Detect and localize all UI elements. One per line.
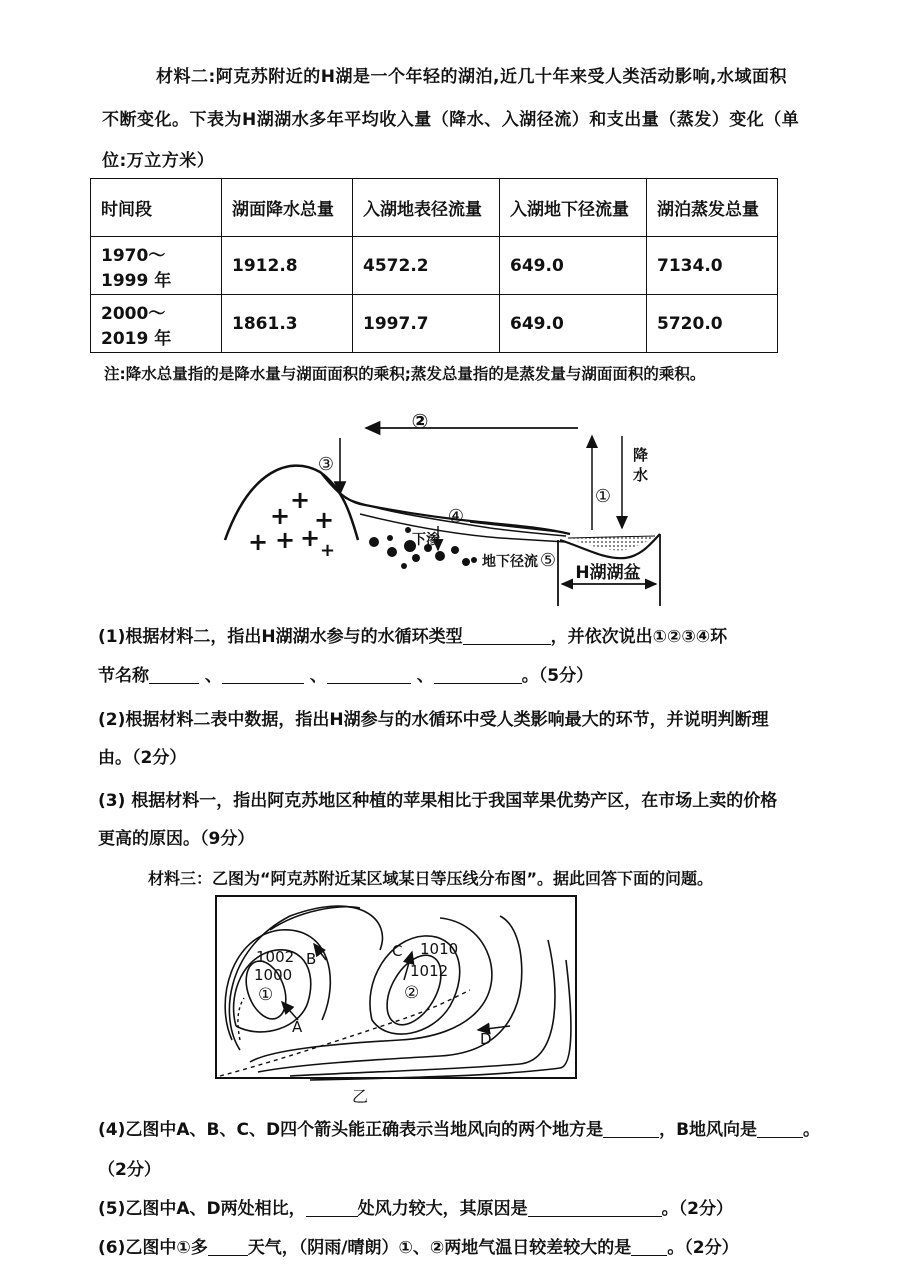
svg-text:+: +	[290, 486, 311, 514]
answer-blank[interactable]	[603, 1119, 659, 1138]
q1-end: 。（5分）	[521, 666, 594, 686]
q1-text: (1)根据材料二，指出H湖湖水参与的水循环类型	[98, 627, 463, 647]
table-cell: 1997.7	[353, 295, 500, 353]
answer-blank[interactable]	[528, 1198, 662, 1217]
answer-blank[interactable]	[463, 626, 551, 645]
table-note: 注:降水总量指的是降水量与湖面面积的乘积;蒸发总量指的是蒸发量与湖面面积的乘积。	[104, 365, 706, 383]
q5-text-3: 。（2分）	[661, 1199, 733, 1219]
table-cell: 1912.8	[222, 237, 353, 295]
material2-line1: 材料二:阿克苏附近的H湖是一个年轻的湖泊,近几十年来受人类活动影响,水域面积	[156, 67, 787, 87]
basin-label: H湖湖盆	[575, 563, 641, 583]
q4-text: (4)乙图中A、B、C、D四个箭头能正确表示当地风向的两个地方是	[98, 1120, 604, 1140]
ground-surface	[322, 474, 570, 534]
question-3-line1: (3) 根据材料一，指出阿克苏地区种植的苹果相比于我国苹果优势产区，在市场上卖的价格	[98, 791, 778, 811]
iso-1002-label: 1002	[256, 948, 295, 966]
precip-label-2: 水	[633, 466, 649, 484]
table-cell: 4572.2	[353, 237, 500, 295]
q6-text-2: 天气，（阴雨/晴朗）①、②两地气温日较差较大的是	[247, 1238, 632, 1258]
table-cell: 649.0	[500, 237, 647, 295]
table-cell: 5720.0	[647, 295, 778, 353]
center-1-label: ①	[258, 985, 274, 1005]
table-header: 时间段	[91, 179, 222, 237]
question-2-line2: 由。（2分）	[98, 748, 187, 768]
answer-blank[interactable]	[306, 1198, 358, 1217]
answer-blank[interactable]	[222, 665, 304, 684]
answer-blank[interactable]	[327, 665, 411, 684]
rock-crosses	[248, 486, 335, 561]
q6-text-3: 。（2分）	[667, 1238, 739, 1258]
svg-text:+: +	[300, 524, 321, 552]
table-cell: 7134.0	[647, 237, 778, 295]
answer-blank[interactable]	[434, 665, 522, 684]
q4-text-3: 。	[803, 1120, 821, 1140]
answer-blank[interactable]	[149, 665, 199, 684]
table-header: 湖泊蒸发总量	[647, 179, 778, 237]
map-caption: 乙	[352, 1087, 369, 1106]
answer-blank[interactable]	[631, 1237, 667, 1256]
isobar-map	[0, 880, 900, 1110]
iso-1010-label: 1010	[420, 940, 459, 958]
question-5	[98, 1194, 733, 1219]
point-D-label: D	[480, 1030, 492, 1048]
q1-text-2: ，并依次说出①②③④环	[550, 627, 728, 647]
question-6	[98, 1233, 739, 1258]
label-3: ③	[317, 454, 335, 475]
water-cycle-diagram	[0, 0, 900, 620]
q6-text: (6)乙图中①多	[98, 1238, 208, 1258]
separator: 、	[309, 666, 327, 686]
separator: 、	[416, 666, 434, 686]
label-1: ①	[594, 486, 612, 507]
svg-text:+: +	[320, 540, 336, 561]
iso-1012-label: 1012	[410, 962, 449, 980]
answer-blank[interactable]	[208, 1237, 248, 1256]
question-4-line2: （2分）	[98, 1160, 161, 1180]
center-2-label: ②	[404, 983, 420, 1003]
groundwater-label: 地下径流	[482, 554, 538, 570]
svg-text:+: +	[314, 506, 335, 534]
table-header: 入湖地下径流量	[500, 179, 647, 237]
precip-label: 降	[633, 446, 649, 464]
answer-blank[interactable]	[757, 1119, 803, 1138]
question-1-line2	[98, 661, 593, 686]
q1-text-3: 节名称	[98, 666, 149, 686]
svg-text:+: +	[275, 526, 296, 554]
seepage-label: 下渗	[412, 532, 440, 548]
q4-text-2: ，B地风向是	[659, 1120, 758, 1140]
separator: 、	[204, 666, 222, 686]
table-header: 入湖地表径流量	[353, 179, 500, 237]
point-A-label: A	[292, 1018, 303, 1036]
label-5: ⑤	[539, 550, 557, 571]
q5-text-2: 处风力较大，其原因是	[357, 1199, 528, 1219]
question-3-line2: 更高的原因。（9分）	[98, 829, 255, 849]
question-4-line1	[98, 1115, 820, 1140]
point-B-label: B	[306, 950, 317, 968]
table-header: 湖面降水总量	[222, 179, 353, 237]
table-cell: 649.0	[500, 295, 647, 353]
isobars	[225, 906, 571, 1080]
material2-line2: 不断变化。下表为H湖湖水多年平均收入量（降水、入湖径流）和支出量（蒸发）变化（单	[102, 110, 800, 130]
table-cell: 1970～1999 年	[91, 237, 222, 295]
svg-text:+: +	[270, 502, 291, 530]
label-2: ②	[411, 409, 429, 433]
point-C-label: C	[392, 942, 403, 960]
material3-text: 材料三：乙图为“阿克苏附近某区域某日等压线分布图”。据此回答下面的问题。	[148, 869, 714, 888]
iso-1000-label: 1000	[254, 966, 293, 984]
material2-line3: 位:万立方米）	[102, 151, 215, 171]
svg-text:+: +	[248, 528, 269, 556]
table-cell: 1861.3	[222, 295, 353, 353]
q5-text: (5)乙图中A、D两处相比，	[98, 1199, 306, 1219]
question-2-line1: (2)根据材料二表中数据，指出H湖参与的水循环中受人类影响最大的环节，并说明判断理	[98, 710, 769, 730]
table-cell: 2000～2019 年	[91, 295, 222, 353]
question-1-line1	[98, 622, 727, 647]
label-4: ④	[447, 506, 465, 527]
